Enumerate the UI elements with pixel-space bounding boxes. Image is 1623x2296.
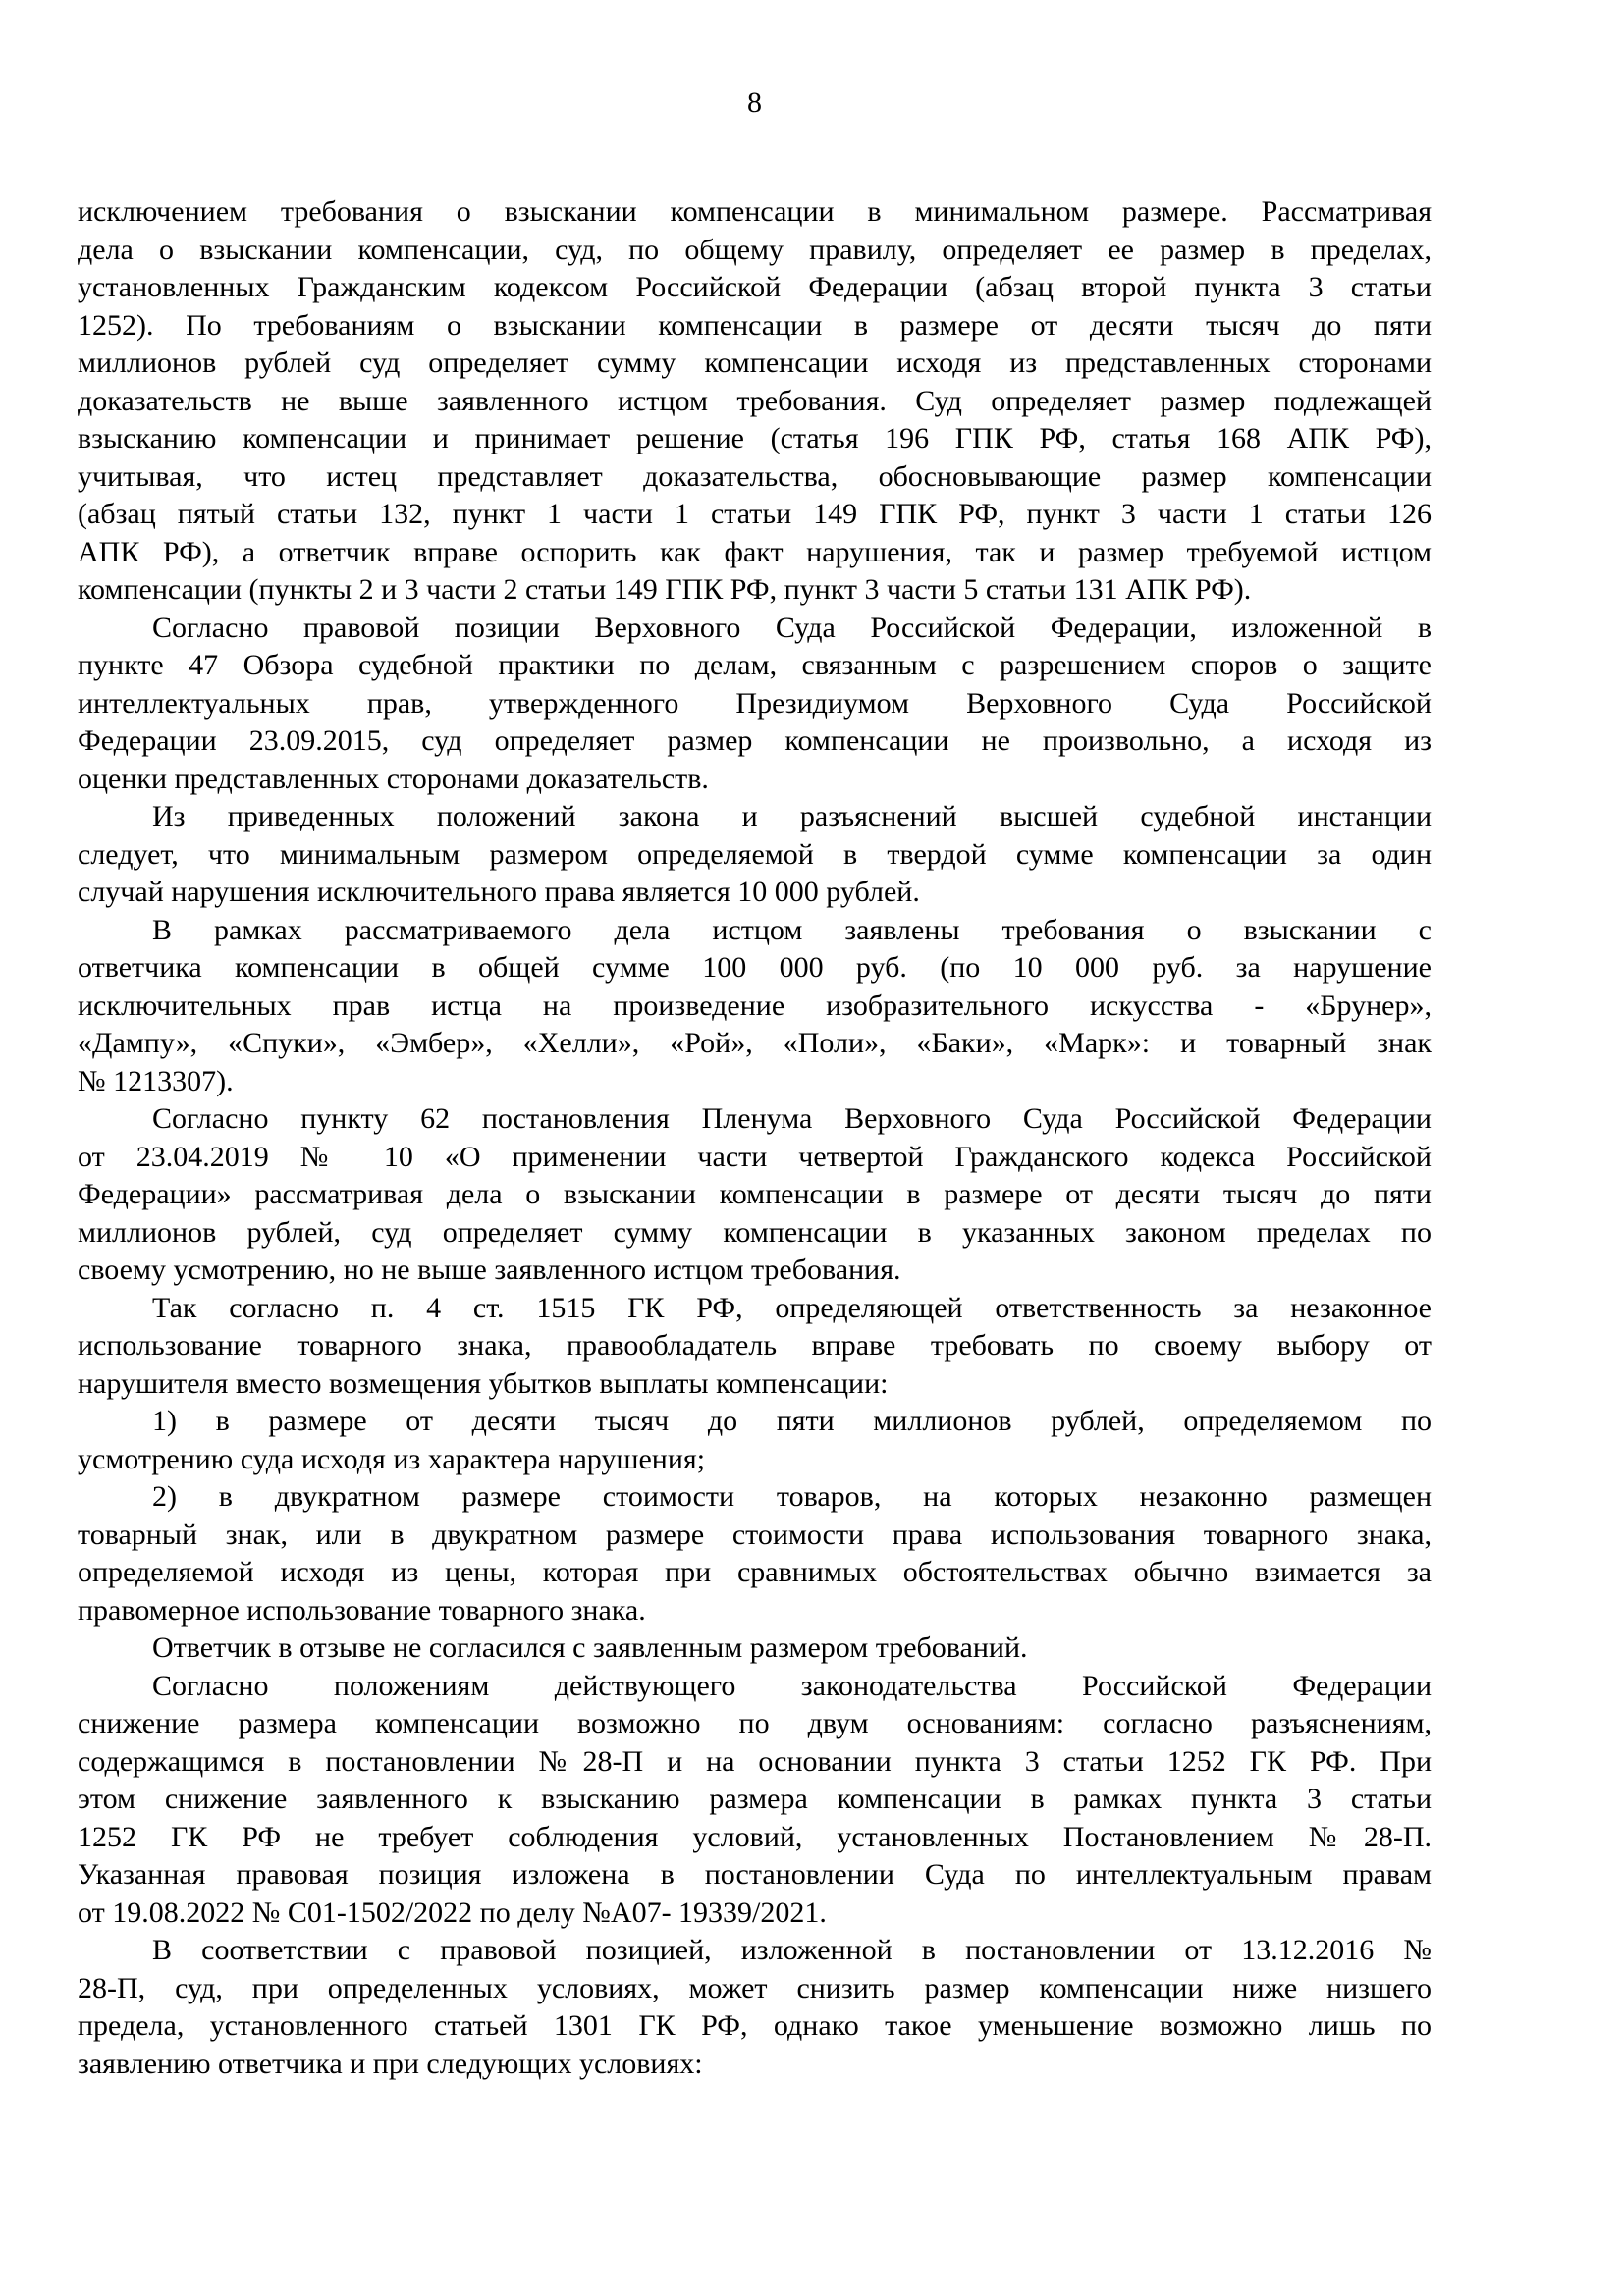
- text-line: АПК РФ), а ответчик вправе оспорить как факт нарушения, так и размер требуемой истцом: [78, 535, 1432, 568]
- text-line: Согласно пункту 62 постановления Пленума Верховного Суда Российской Федерации: [152, 1102, 1432, 1135]
- page-number: 8: [747, 86, 762, 119]
- text-line: взысканию компенсации и принимает решение (статья 196 ГПК РФ, статья 168 АПК РФ),: [78, 422, 1432, 454]
- text-line: установленных Гражданским кодексом Российской Федерации (абзац второй пункта 3 статьи: [78, 271, 1432, 303]
- text-line: ответчика компенсации в общей сумме 100 000 руб. (по 10 000 руб. за нарушение: [78, 951, 1432, 984]
- text-line: предела, установленного статьей 1301 ГК РФ, однако такое уменьшение возможно лишь по: [78, 2009, 1432, 2042]
- document-body: [78, 193, 1432, 2083]
- paragraph: [78, 1932, 1432, 2083]
- text-line: доказательств не выше заявленного истцом требования. Суд определяет размер подлежащей: [78, 384, 1432, 417]
- text-line: содержащимся в постановлении №28-П и на основании пункта 3 статьи 1252 ГК РФ. При: [78, 1744, 1432, 1778]
- text-line: Указанная правовая позиция изложена в постановлении Суда по интеллектуальным правам: [78, 1858, 1432, 1891]
- text-line: исключительных прав истца на произведение изобразительного искусства - «Брунер»,: [78, 988, 1432, 1022]
- text-line: определяемой исходя из цены, которая при сравнимых обстоятельствах обычно взимается за: [78, 1556, 1432, 1588]
- paragraph: [78, 1668, 1432, 1933]
- text-line: интеллектуальных прав, утвержденного Президиумом Верховного Суда Российской: [78, 686, 1432, 720]
- text-line: (абзац пятый статьи 132, пункт 1 части 1 статьи 149 ГПК РФ, пункт 3 части 1 статьи 126: [78, 498, 1432, 530]
- text-line: нарушителя вместо возмещения убытков выплаты компенсации:: [78, 1366, 889, 1400]
- text-line: пункте 47 Обзора судебной практики по делам, связанным с разрешением споров о защите: [78, 649, 1432, 681]
- text-line: своему усмотрению, но не выше заявленного истцом требования.: [78, 1254, 901, 1286]
- text-line: компенсации (пункты 2 и 3 части 2 статьи 149 ГПК РФ, пункт 3 части 5 статьи 131 АПК РФ).: [78, 573, 1252, 606]
- text-line: учитывая, что истец представляет доказательства, обосновывающие размер компенсации: [78, 459, 1432, 493]
- text-line: Ответчик в отзыве не согласился с заявленным размером требований.: [152, 1631, 1028, 1664]
- text-line: миллионов рублей, суд определяет сумму компенсации в указанных законом пределах по: [78, 1215, 1432, 1249]
- text-line: следует, что минимальным размером определяемой в твердой сумме компенсации за один: [78, 837, 1432, 871]
- text-line: товарный знак, или в двукратном размере стоимости права использования товарного знака,: [78, 1518, 1432, 1551]
- text-line: Согласно правовой позиции Верховного Суда Российской Федерации, изложенной в: [152, 611, 1432, 644]
- text-line: от 19.08.2022 № С01-1502/2022 по делу №А07- 19339/2021.: [78, 1896, 827, 1929]
- text-line: использование товарного знака, правообладатель вправе требовать по своему выбору от: [78, 1329, 1432, 1362]
- text-line: В соответствии с правовой позицией, изложенной в постановлении от 13.12.2016 №: [152, 1934, 1432, 1966]
- text-line: случай нарушения исключительного права является 10 000 рублей.: [78, 876, 920, 908]
- text-line: миллионов рублей суд определяет сумму компенсации исходя из представленных сторонами: [78, 347, 1432, 379]
- text-line: 1) в размере от десяти тысяч до пяти миллионов рублей, определяемом по: [152, 1405, 1432, 1437]
- paragraph: [78, 1478, 1432, 1629]
- paragraph: [78, 193, 1432, 610]
- text-line: В рамках рассматриваемого дела истцом заявлены требования о взыскании с: [152, 913, 1432, 946]
- text-line: этом снижение заявленного к взысканию размера компенсации в рамках пункта 3 статьи: [78, 1783, 1432, 1815]
- text-line: усмотрению суда исходя из характера нарушения;: [78, 1442, 706, 1475]
- paragraph: [78, 1629, 1432, 1668]
- paragraph: [78, 1403, 1432, 1478]
- text-line: правомерное использование товарного знака.: [78, 1593, 646, 1627]
- paragraph: [78, 610, 1432, 799]
- text-line: 2) в двукратном размере стоимости товаров, на которых незаконно размещен: [152, 1480, 1432, 1513]
- text-line: Из приведенных положений закона и разъяснений высшей судебной инстанции: [152, 800, 1432, 832]
- text-line: дела о взыскании компенсации, суд, по общему правилу, определяет ее размер в пределах,: [78, 233, 1432, 266]
- text-line: «Дампу», «Спуки», «Эмбер», «Хелли», «Рой», «Поли», «Баки», «Марк»: и товарный знак: [78, 1027, 1432, 1059]
- text-line: оценки представленных сторонами доказательств.: [78, 762, 709, 795]
- text-line: 1252). По требованиям о взыскании компенсации в размере от десяти тысяч до пяти: [78, 308, 1432, 342]
- paragraph: [78, 912, 1432, 1101]
- text-line: № 1213307).: [78, 1064, 234, 1097]
- text-line: снижение размера компенсации возможно по двум основаниям: согласно разъяснениям,: [78, 1707, 1432, 1739]
- text-line: от 23.04.2019 № 10 «О применении части четвертой Гражданского кодекса Российской: [78, 1140, 1432, 1173]
- paragraph: [78, 798, 1432, 912]
- paragraph: [78, 1100, 1432, 1290]
- text-line: Согласно положениям действующего законодательства Российской Федерации: [152, 1669, 1432, 1702]
- text-line: Федерации» рассматривая дела о взыскании компенсации в размере от десяти тысяч до пяти: [78, 1178, 1432, 1210]
- paragraph: [78, 1290, 1432, 1404]
- text-line: Так согласно п. 4 ст. 1515 ГК РФ, определяющей ответственность за незаконное: [152, 1291, 1432, 1324]
- text-line: исключением требования о взыскании компенсации в минимальном размере. Рассматривая: [78, 195, 1432, 228]
- text-line: заявлению ответчика и при следующих условиях:: [78, 2047, 703, 2080]
- text-line: Федерации 23.09.2015, суд определяет размер компенсации не произвольно, а исходя из: [78, 724, 1432, 757]
- text-line: 1252 ГК РФ не требует соблюдения условий, установленных Постановлением №28-П.: [78, 1820, 1432, 1853]
- text-line: 28-П, суд, при определенных условиях, может снизить размер компенсации ниже низшего: [78, 1971, 1432, 2004]
